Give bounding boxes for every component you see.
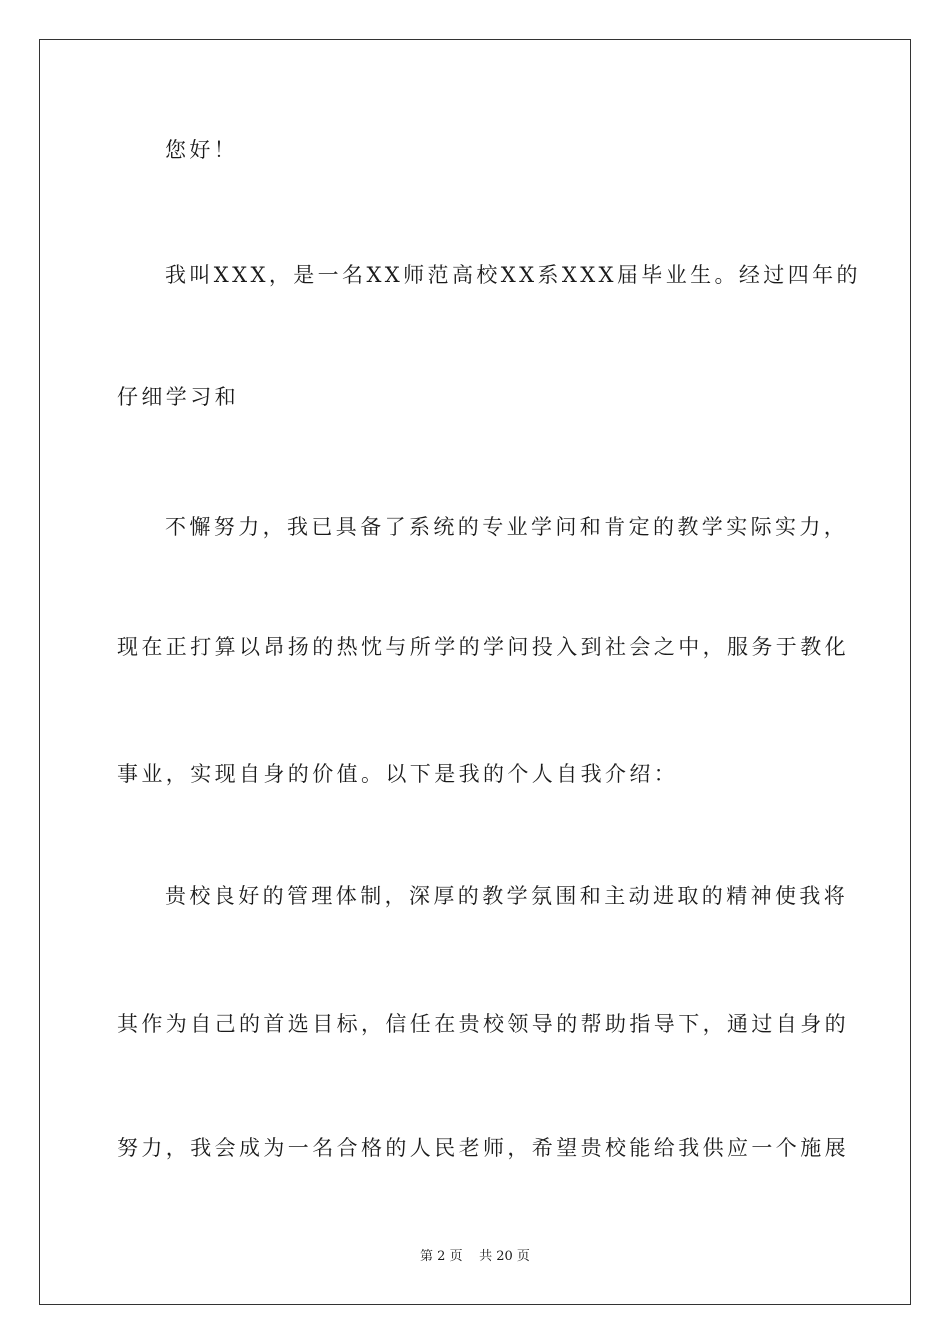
paragraph-line: 不懈努力，我已具备了系统的专业学问和肯定的教学实际实力， [165, 515, 849, 539]
greeting-line: 您好！ [165, 138, 239, 162]
paragraph-line: 其作为自己的首选目标，信任在贵校领导的帮助指导下，通过自身的 [117, 1012, 849, 1036]
paragraph-line: 我叫XXX，是一名XX师范高校XX系XXX届毕业生。经过四年的 [165, 263, 861, 287]
page-border [39, 39, 911, 1305]
page-footer [0, 1248, 950, 1266]
paragraph-line: 贵校良好的管理体制，深厚的教学氛围和主动进取的精神使我将 [165, 884, 849, 908]
paragraph-line: 事业，实现自身的价值。以下是我的个人自我介绍： [117, 762, 679, 786]
paragraph-line: 仔细学习和 [117, 385, 239, 409]
page-number: 第 2 页 [420, 1249, 463, 1264]
paragraph-line: 努力，我会成为一名合格的人民老师，希望贵校能给我供应一个施展 [117, 1136, 849, 1160]
page-total: 共 20 页 [479, 1249, 530, 1264]
paragraph-line: 现在正打算以昂扬的热忱与所学的学问投入到社会之中，服务于教化 [117, 635, 849, 659]
